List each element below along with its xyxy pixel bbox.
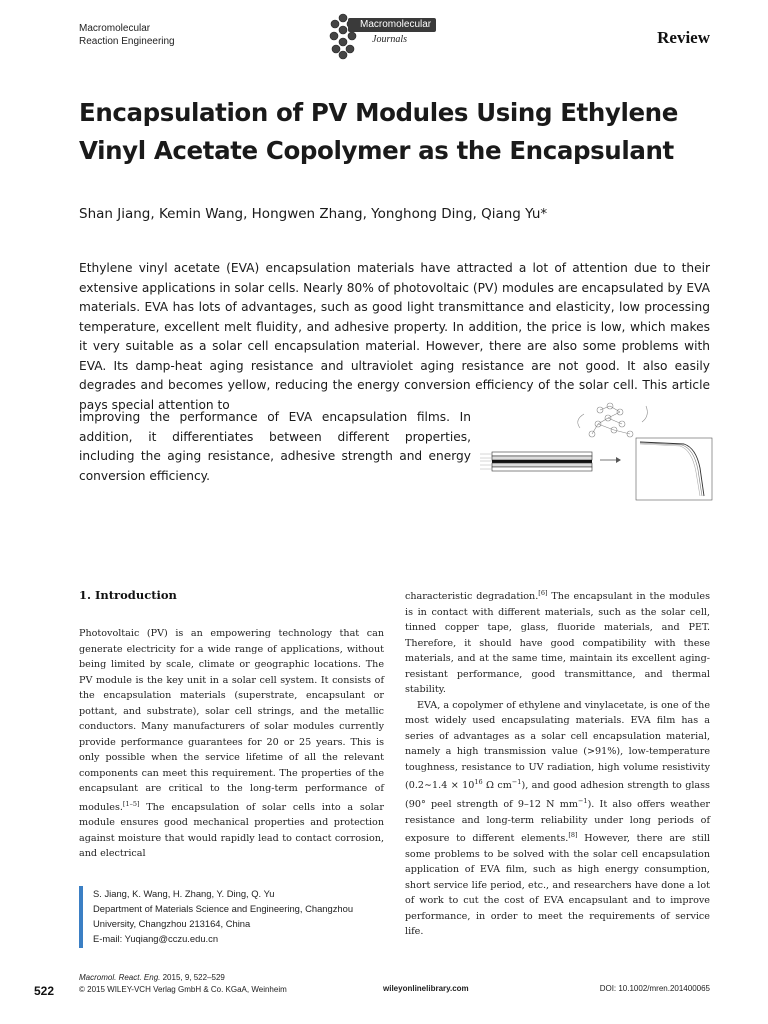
pv-module-layers-diagram xyxy=(480,452,592,471)
abstract-text-continued: improving the performance of EVA encapsulation films. In addition, it differentiates between different properties, including the aging resistance, adhesive strength and energy conversion efficiency. xyxy=(79,410,471,483)
arrow-right-icon xyxy=(600,457,621,463)
citation-ref[interactable]: [8] xyxy=(568,831,578,840)
author-affiliation xyxy=(79,886,384,948)
copyright-notice: © 2015 WILEY-VCH Verlag GmbH & Co. KGaA, Weinheim xyxy=(79,985,287,994)
molecule-sketch-icon xyxy=(578,403,648,437)
body-column-right xyxy=(405,586,710,940)
toc-graphic xyxy=(470,398,720,508)
macromolecular-journals-logo xyxy=(326,12,438,62)
affiliation-names: S. Jiang, K. Wang, H. Zhang, Y. Ding, Q. Yu xyxy=(93,888,275,899)
logo-badge: Macromolecular xyxy=(348,18,436,32)
intro-paragraph: Photovoltaic (PV) is an empowering technology that can generate electricity for a wide range of applications, without being limited by scale, climate or geographic locations. The PV module is the key unit in a solar cell system. It consists of the encapsulation materials (superstrate, encapsulant or pottant, and substrate), solar cell strings, and the metallic conductors. Many manufacturers of solar modules currently provide performance guarantees for 20 or 25 years. This is only possible when the service lifetime of all the relevant components can meet this requirement. The properties of the encapsulant are critical to the long-term performance of modules.[1–5] The encapsulation of solar cells into a solar module ensures good mechanical properties and protection against moisture that would rapidly lead to contact corrosion, and electrical xyxy=(79,628,384,860)
footer-citation xyxy=(79,972,287,996)
affiliation-email[interactable]: E-mail: Yuqiang@cczu.edu.cn xyxy=(93,933,219,944)
author-list: Shan Jiang, Kemin Wang, Hongwen Zhang, Yonghong Ding, Qiang Yu* xyxy=(79,206,548,222)
affiliation-university: University, Changzhou 213164, China xyxy=(93,918,251,929)
volume-pages: 2015, 9, 522–529 xyxy=(160,973,225,982)
journal-name xyxy=(79,22,175,48)
intro-paragraph-continued: characteristic degradation.[6] The encapsulant in the modules is in contact with different materials, such as the solar cell, tinned copper tape, glass, fluoride materials, and PET. Therefore, it should have good compatibility with these materials, and at the same time, maintain its excellent aging-resistant performance, good transmittance, and thermal stability. xyxy=(405,589,710,696)
journal-abbreviation: Macromol. React. Eng. xyxy=(79,973,161,982)
logo-subtitle: Journals xyxy=(372,34,407,45)
citation-ref[interactable]: [6] xyxy=(538,589,548,597)
doi-link[interactable]: DOI: 10.1002/mren.201400065 xyxy=(599,984,710,993)
page-number: 522 xyxy=(34,984,55,998)
journal-name-line2: Reaction Engineering xyxy=(79,36,175,47)
body-column-left xyxy=(79,626,384,862)
article-type-label: Review xyxy=(657,28,710,47)
article-title-line1: Encapsulation of PV Modules Using Ethylene xyxy=(79,98,678,127)
journal-name-line1: Macromolecular xyxy=(79,23,151,34)
affiliation-department: Department of Materials Science and Engineering, Changzhou xyxy=(93,903,354,914)
eva-paragraph: EVA, a copolymer of ethylene and vinylacetate, is one of the most widely used encapsulating materials. EVA film has a series of advantages as a solar cell encapsulation material, namely a high transmission value (>91%), low-temperature toughness, resistance to UV radiation, high volume resistivity (0.2∼1.4 × $10^{16}$ Ω $cm^{-1}$), and good adhesion strength to glass (90° peel strength of 9–12 N $mm^{-1}$). It also offers weather resistance and long-term reliability under long periods of exposure to different elements.[8] However, there are still some problems to be solved with the solar cell encapsulation application of EVA film, such as high energy consumption, short service life period, etc., and researchers have done a lot of work to cut the cost of EVA encapsulant and to improve performance, in order to meet the requirements of service life. xyxy=(405,699,710,938)
abstract-text: Ethylene vinyl acetate (EVA) encapsulation materials have attracted a lot of attention due to their extensive applications in solar cells. Nearly 80% of photovoltaic (PV) modules are encapsulated by EVA materials. EVA has lots of advantages, such as good light transmittance and elasticity, low processing temperature, excellent melt fluidity, and adhesive property. In addition, the price is low, which makes it very suitable as a solar cell encapsulation material. However, there are also some problems with EVA. Its damp-heat aging resistance and ultraviolet aging resistance are not good. It also easily degrades and becomes yellow, reducing the energy conversion efficiency of the solar cell. This article pays special attention to xyxy=(79,261,710,412)
article-title-line2: Vinyl Acetate Copolymer as the Encapsulant xyxy=(79,136,674,165)
citation-ref[interactable]: [1–5] xyxy=(122,799,140,808)
iv-curve-plot xyxy=(636,438,712,500)
website-link[interactable]: wileyonlinelibrary.com xyxy=(383,984,469,993)
section-heading-introduction: 1. Introduction xyxy=(79,588,177,602)
article-title xyxy=(79,94,719,170)
